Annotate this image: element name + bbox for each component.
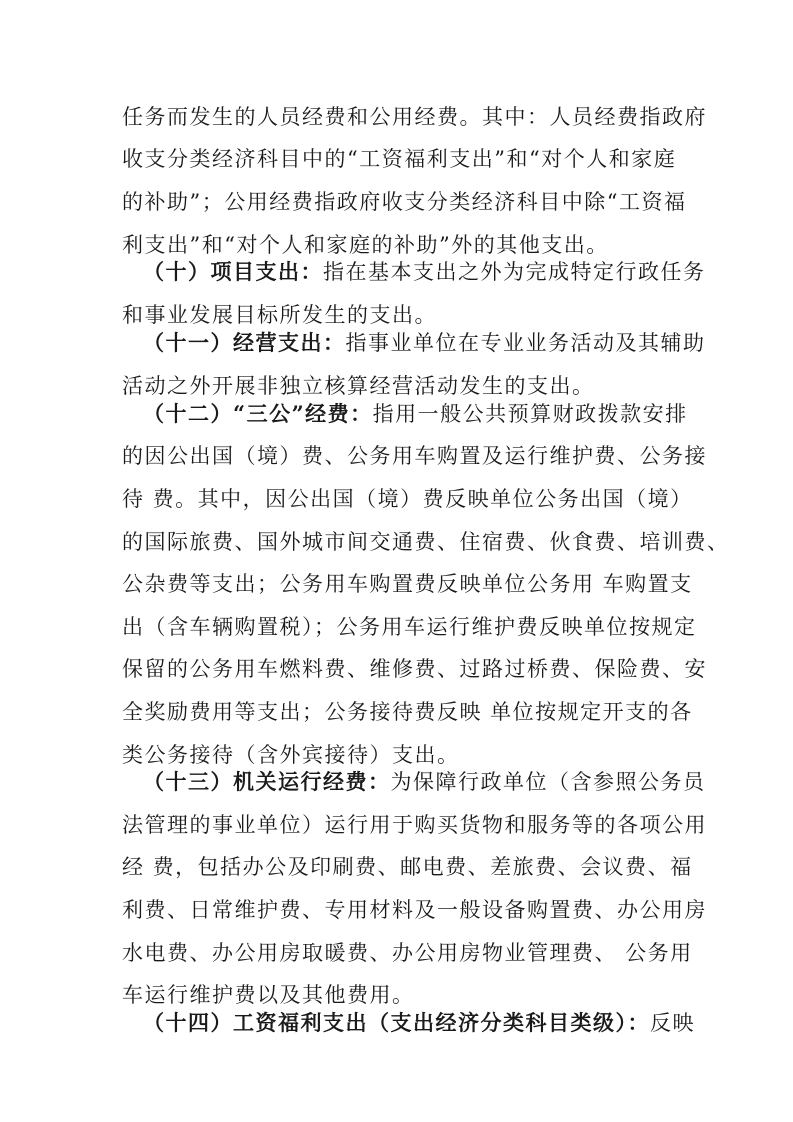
- text-line: 待 费。其中，因公出国（境）费反映单位公务出国（境）: [122, 487, 693, 511]
- text-line: 和事业发展目标所发生的支出。: [122, 303, 437, 327]
- text-line: 的因公出国（境）费、公务用车购置及运行维护费、公务接: [122, 444, 707, 468]
- text-line: 活动之外开展非独立核算经营活动发生的支出。: [122, 374, 595, 398]
- text-span: 指事业单位在专业业务活动及其辅助: [345, 331, 706, 355]
- term-salary-welfare: （十四）工资福利支出（支出经济分类科目类级）：: [143, 1010, 650, 1035]
- paragraph-agency-operation: [143, 767, 706, 797]
- paragraph-three-public: [143, 399, 703, 429]
- paragraph-business-expense: [143, 328, 706, 358]
- term-business-expense: （十一）经营支出：: [143, 330, 346, 355]
- paragraph-salary-welfare: [143, 1008, 703, 1038]
- term-project-expense: （十）项目支出：: [143, 259, 323, 284]
- text-line: 利费、日常维护费、专用材料及一般设备购置费、办公用房: [122, 898, 707, 922]
- term-three-public: （十二）“三公”经费：: [143, 401, 373, 426]
- text-line: 任务而发生的人员经费和公用经费。其中：人员经费指政府: [122, 105, 707, 129]
- text-line: 保留的公务用车燃料费、维修费、过路过桥费、保险费、安: [122, 657, 707, 681]
- text-line: 经 费，包括办公及印刷费、邮电费、差旅费、会议费、福: [122, 855, 693, 879]
- text-span: 为保障行政单位（含参照公务员: [390, 770, 706, 794]
- text-line: 法管理的事业单位）运行用于购买货物和服务等的各项公用: [122, 813, 707, 837]
- text-line: 类公务接待（含外宾接待）支出。: [122, 743, 460, 767]
- term-agency-operation: （十三）机关运行经费：: [143, 769, 391, 794]
- text-line: 的国际旅费、国外城市间交通费、住宿费、伙食费、培训费、: [122, 530, 730, 554]
- text-line: 公杂费等支出；公务用车购置费反映单位公务用 车购置支: [122, 572, 693, 596]
- paragraph-project-expense: [143, 257, 706, 287]
- text-line: 车运行维护费以及其他费用。: [122, 983, 415, 1007]
- text-line: 收支分类经济科目中的“工资福利支出”和“对个人和家庭: [122, 147, 677, 171]
- text-line: 利支出”和“对个人和家庭的补助”外的其他支出。: [122, 233, 609, 257]
- text-span: 指在基本支出之外为完成特定行政任务: [323, 260, 706, 284]
- text-span: 反映: [650, 1011, 695, 1035]
- text-span: 指用一般公共预算财政拨款安排: [372, 402, 688, 426]
- text-line: 水电费、办公用房取暖费、办公用房物业管理费、 公务用: [122, 941, 693, 965]
- text-line: 全奖励费用等支出；公务接待费反映 单位按规定开支的各: [122, 700, 693, 724]
- text-line: 出（含车辆购置税）；公务用车运行维护费反映单位按规定: [122, 615, 697, 639]
- text-line: 的补助”；公用经费指政府收支分类经济科目中除“工资福: [122, 190, 687, 214]
